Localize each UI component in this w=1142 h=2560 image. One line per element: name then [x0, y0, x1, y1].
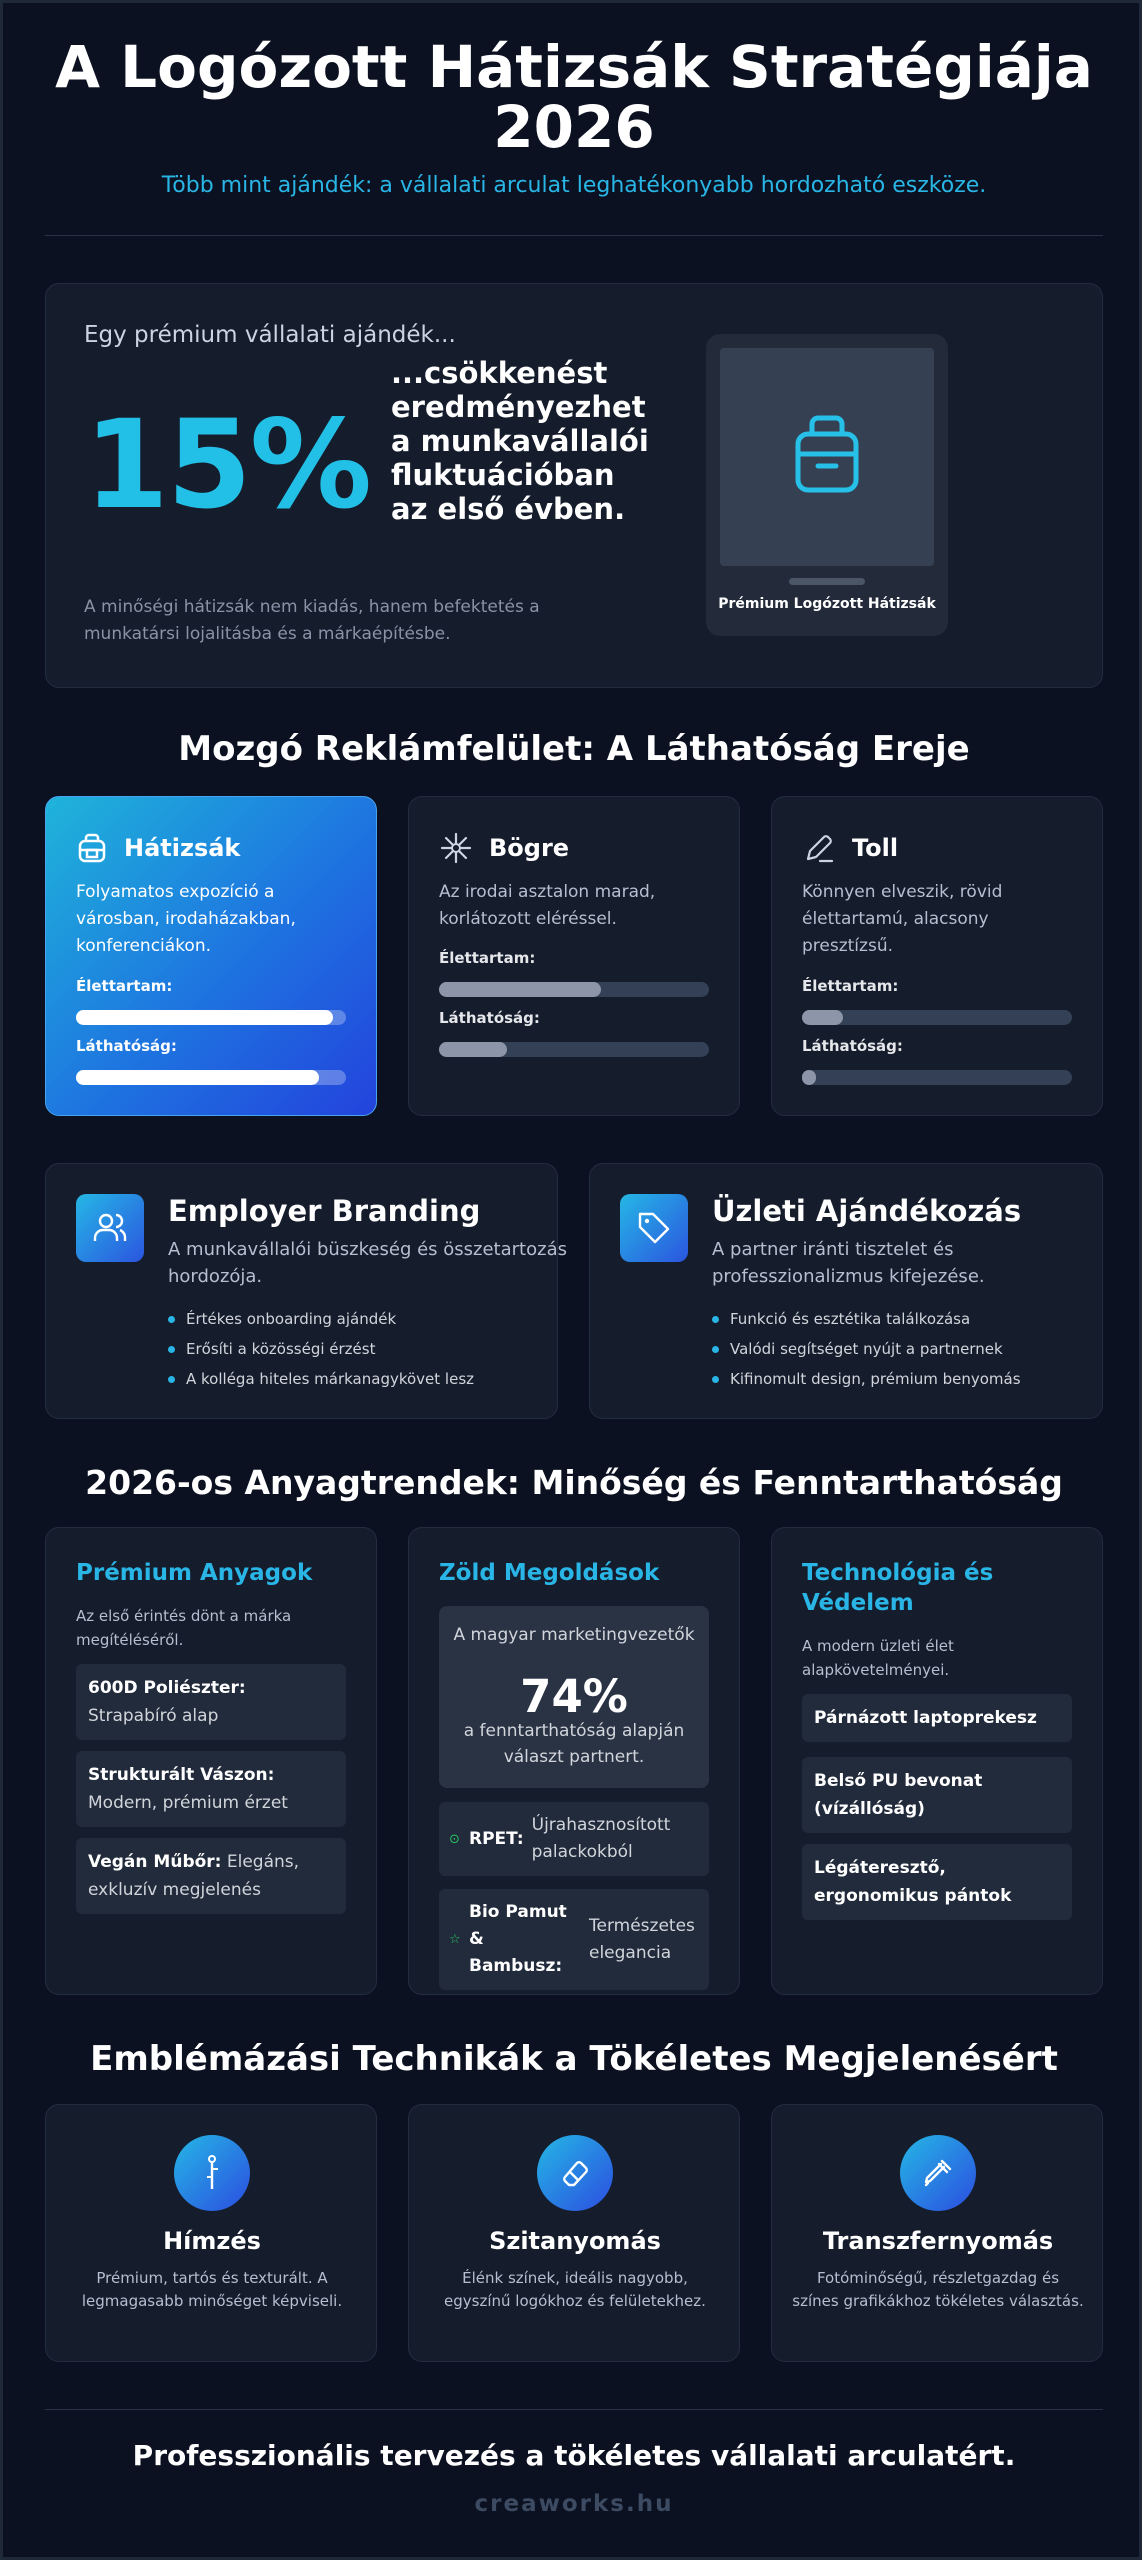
- section-title-visibility: Mozgó Reklámfelület: A Láthatóság Ereje: [178, 729, 970, 769]
- technique-title: Hímzés: [163, 2227, 261, 2255]
- list-item: Funkció és esztétika találkozása: [712, 1304, 1021, 1334]
- visibility-bar-fill: [76, 1070, 319, 1085]
- footer-divider: [45, 2409, 1103, 2410]
- stat-note: A minőségi hátizsák nem kiadás, hanem befektetés a munkatársi lojalitásba és a márkaépítésbe.: [84, 597, 540, 644]
- pipette-icon: [900, 2135, 976, 2211]
- backpack-icon: [792, 414, 862, 494]
- sparkle-icon: [439, 831, 473, 865]
- page-subtitle: Több mint ajándék: a vállalati arculat leghatékonyabb hordozható eszköze.: [161, 173, 987, 198]
- visibility-bar: [439, 1042, 709, 1057]
- green-item-name: Bio Pamut & Bambusz:: [469, 1902, 567, 1976]
- tech-item-label: Belső PU bevonat (vízállóság): [814, 1771, 983, 1819]
- branding-list: [712, 1304, 1021, 1394]
- divider: [45, 235, 1103, 236]
- material-detail: Strapabíró alap: [88, 1706, 219, 1726]
- technique-desc: Prémium, tartós és texturált. A legmagasabb minőséget képviseli.: [81, 2269, 343, 2310]
- green-item-detail: Természetes elegancia: [589, 1915, 695, 1963]
- needle-icon: [174, 2135, 250, 2211]
- green-stat-top: A magyar marketingvezetők: [453, 1625, 695, 1645]
- footer-text: Professzionális tervezés a tökéletes vállalati arculatért.: [132, 2439, 1016, 2472]
- branding-title: Üzleti Ajándékozás: [712, 1194, 1022, 1228]
- technique-desc: Fotóminőségű, részletgazdag és színes grafikákhoz tökéletes választás.: [792, 2269, 1084, 2310]
- section-title-materials: 2026-os Anyagtrendek: Minőség és Fenntarthatóság: [85, 1463, 1063, 1502]
- lifetime-bar-fill: [802, 1010, 843, 1025]
- technology-card: [771, 1527, 1103, 1995]
- users-icon: [76, 1194, 144, 1262]
- branding-title: Employer Branding: [168, 1194, 481, 1228]
- business-gift-card: [589, 1163, 1103, 1419]
- lifetime-bar: [802, 1010, 1072, 1025]
- stat-card: [45, 283, 1103, 688]
- compare-card-pen: [771, 796, 1103, 1116]
- tech-item: [802, 1757, 1072, 1833]
- stat-intro: Egy prémium vállalati ajándék...: [84, 322, 456, 348]
- tech-item-label: Párnázott laptoprekesz: [814, 1708, 1037, 1728]
- technique-card-screenprint: [408, 2104, 740, 2362]
- green-stat-box: [439, 1606, 709, 1788]
- tag-icon: [620, 1194, 688, 1262]
- visibility-label: Láthatóság:: [439, 1009, 540, 1027]
- list-item: Valódi segítséget nyújt a partnernek: [712, 1334, 1021, 1364]
- compare-card-desc: Az irodai asztalon marad, korlátozott eléréssel.: [439, 882, 656, 929]
- stat-text: ...csökkenést eredményezhet a munkavállalói fluktuációban az első évben.: [391, 356, 649, 526]
- compare-card-mug: [408, 796, 740, 1116]
- material-name: 600D Poliészter:: [88, 1678, 246, 1698]
- employer-branding-card: [45, 1163, 567, 1419]
- green-solutions-card: [408, 1527, 740, 1995]
- green-stat-number: 74%: [520, 1670, 628, 1723]
- compare-card-title: Toll: [852, 834, 899, 862]
- compare-card-backpack: [45, 796, 377, 1116]
- lifetime-bar: [76, 1010, 346, 1025]
- product-screen: [720, 348, 934, 566]
- list-item: Kifinomult design, prémium benyomás: [712, 1364, 1021, 1394]
- tech-item: [802, 1844, 1072, 1920]
- eraser-icon: [537, 2135, 613, 2211]
- product-caption: Prémium Logózott Hátizsák: [718, 596, 936, 612]
- lifetime-label: Élettartam:: [76, 977, 173, 995]
- compare-card-desc: Folyamatos expozíció a városban, irodaházakban, konferenciákon.: [76, 882, 296, 956]
- lifetime-bar-fill: [76, 1010, 333, 1025]
- branding-desc: A munkavállalói büszkeség és összetartozás hordozója.: [168, 1239, 567, 1287]
- visibility-bar-fill: [802, 1070, 816, 1085]
- green-item-name: RPET:: [469, 1828, 524, 1849]
- material-name: Strukturált Vászon:: [88, 1765, 275, 1785]
- tech-item-label: Légáteresztő, ergonomikus pántok: [814, 1858, 1012, 1906]
- star-icon: ☆: [449, 1932, 461, 1947]
- visibility-label: Láthatóság:: [76, 1037, 177, 1055]
- materials-card-title: Technológia és Védelem: [802, 1560, 994, 1616]
- lifetime-label: Élettartam:: [439, 949, 536, 967]
- page-title: A Logózott Hátizsák Stratégiája 2026: [55, 33, 1093, 161]
- compare-card-desc: Könnyen elveszik, rövid élettartamú, alacsony presztízsű.: [802, 882, 1003, 956]
- lifetime-label: Élettartam:: [802, 977, 899, 995]
- material-detail: Modern, prémium érzet: [88, 1793, 288, 1813]
- tablet-home-bar: [789, 578, 865, 585]
- branding-list: [168, 1304, 474, 1394]
- material-item: [76, 1664, 346, 1740]
- green-stat-bottom: a fenntarthatóság alapján választ partnert.: [463, 1721, 685, 1767]
- premium-materials-card: [45, 1527, 377, 1995]
- technique-title: Transzfernyomás: [822, 2227, 1054, 2255]
- material-name: Vegán Műbőr:: [88, 1852, 222, 1872]
- pen-icon: [802, 831, 836, 865]
- technique-title: Szitanyomás: [489, 2227, 661, 2255]
- technique-card-transfer: [771, 2104, 1103, 2362]
- materials-card-desc: Az első érintés dönt a márka megítéléséről.: [76, 1607, 292, 1649]
- compare-card-title: Bögre: [489, 834, 570, 862]
- tech-item: [802, 1694, 1072, 1742]
- recycle-icon: ⊙: [449, 1831, 460, 1847]
- material-item: [76, 1751, 346, 1827]
- list-item: Erősíti a közösségi érzést: [168, 1334, 474, 1364]
- backpack-icon: [76, 832, 108, 864]
- section-title-techniques: Emblémázási Technikák a Tökéletes Megjelenésért: [90, 2039, 1058, 2079]
- material-item: [76, 1838, 346, 1914]
- visibility-label: Láthatóság:: [802, 1037, 903, 1055]
- list-item: A kolléga hiteles márkanagykövet lesz: [168, 1364, 474, 1394]
- lifetime-bar-fill: [439, 982, 601, 997]
- product-image: [706, 334, 948, 636]
- list-item: Értékes onboarding ajándék: [168, 1304, 474, 1334]
- material-detail: Elegáns, exkluzív megjelenés: [88, 1852, 300, 1900]
- green-item: [439, 1802, 709, 1876]
- visibility-bar-fill: [439, 1042, 507, 1057]
- technique-card-embroidery: [45, 2104, 377, 2362]
- green-item-detail: Újrahasznosított palackokból: [531, 1815, 671, 1862]
- green-item: [439, 1889, 709, 1990]
- materials-card-title: Zöld Megoldások: [439, 1560, 660, 1586]
- visibility-bar: [802, 1070, 1072, 1085]
- stat-number: 15%: [84, 394, 371, 536]
- branding-desc: A partner iránti tisztelet és professzionalizmus kifejezése.: [712, 1239, 985, 1287]
- visibility-bar: [76, 1070, 346, 1085]
- materials-card-desc: A modern üzleti élet alapkövetelményei.: [802, 1637, 954, 1679]
- lifetime-bar: [439, 982, 709, 997]
- footer-brand[interactable]: creaworks.hu: [474, 2491, 674, 2517]
- compare-card-title: Hátizsák: [124, 834, 241, 862]
- technique-desc: Élénk színek, ideális nagyobb, egyszínű logókhoz és felületekhez.: [444, 2269, 706, 2310]
- materials-card-title: Prémium Anyagok: [76, 1560, 313, 1586]
